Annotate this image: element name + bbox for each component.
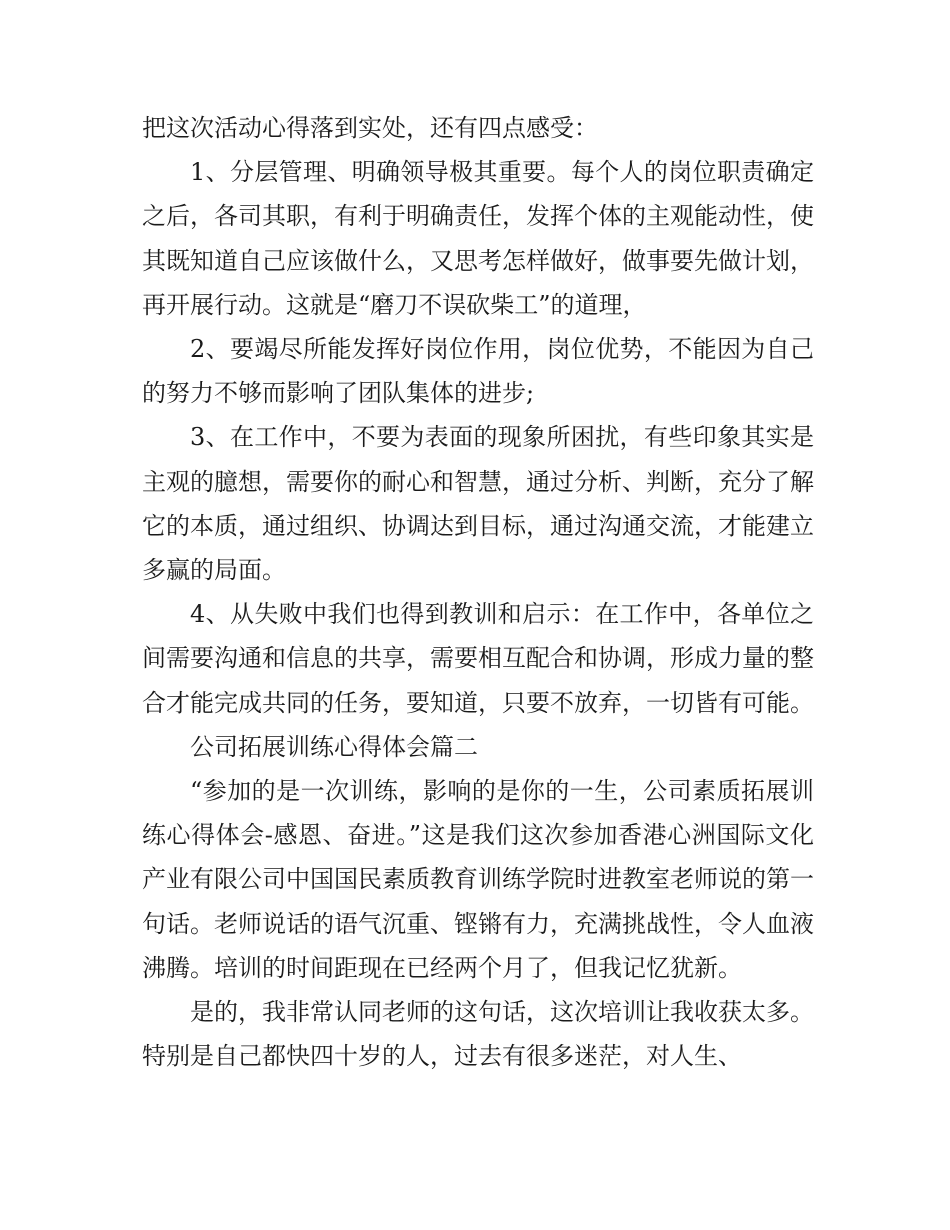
paragraph-intro: 把这次活动心得落到实处，还有四点感受： <box>142 114 598 142</box>
paragraph-point-1: 1、分层管理、明确领导极其重要。每个人的岗位职责确定之后，各司其职，有利于明确责任，发挥个体的主观能动性，使其既知道自己应该做什么，又思考怎样做好，做事要先做计划，再开展行动。这就是“磨刀不误砍柴工”的道理， <box>142 158 814 319</box>
paragraph-point-2: 2、要竭尽所能发挥好岗位作用，岗位优势，不能因为自己的努力不够而影响了团队集体的进步; <box>142 335 814 408</box>
paragraph-reflection: 是的，我非常认同老师的这句话，这次培训让我收获太多。特别是自己都快四十岁的人，过去有很多迷茫，对人生、 <box>142 998 814 1071</box>
paragraph-quote: “参加的是一次训练，影响的是你的一生，公司素质拓展训练心得体会-感恩、奋进。”这是我们这次参加香港心洲国际文化产业有限公司中国国民素质教育训练学院时进教室老师说的第一句话。老师说话的语气沉重、铿锵有力，充满挑战性，令人血液沸腾。培训的时间距现在已经两个月了，但我记忆犹新。 <box>142 777 814 982</box>
document-body <box>142 106 814 1078</box>
section-heading: 公司拓展训练心得体会篇二 <box>190 732 478 761</box>
paragraph-point-4: 4、从失败中我们也得到教训和启示：在工作中，各单位之间需要沟通和信息的共享，需要相互配合和协调，形成力量的整合才能完成共同的任务，要知道，只要不放弃，一切皆有可能。 <box>142 600 814 717</box>
paragraph-point-3: 3、在工作中，不要为表面的现象所困扰，有些印象其实是主观的臆想，需要你的耐心和智慧，通过分析、判断，充分了解它的本质，通过组织、协调达到目标，通过沟通交流，才能建立多赢的局面。 <box>142 423 814 585</box>
